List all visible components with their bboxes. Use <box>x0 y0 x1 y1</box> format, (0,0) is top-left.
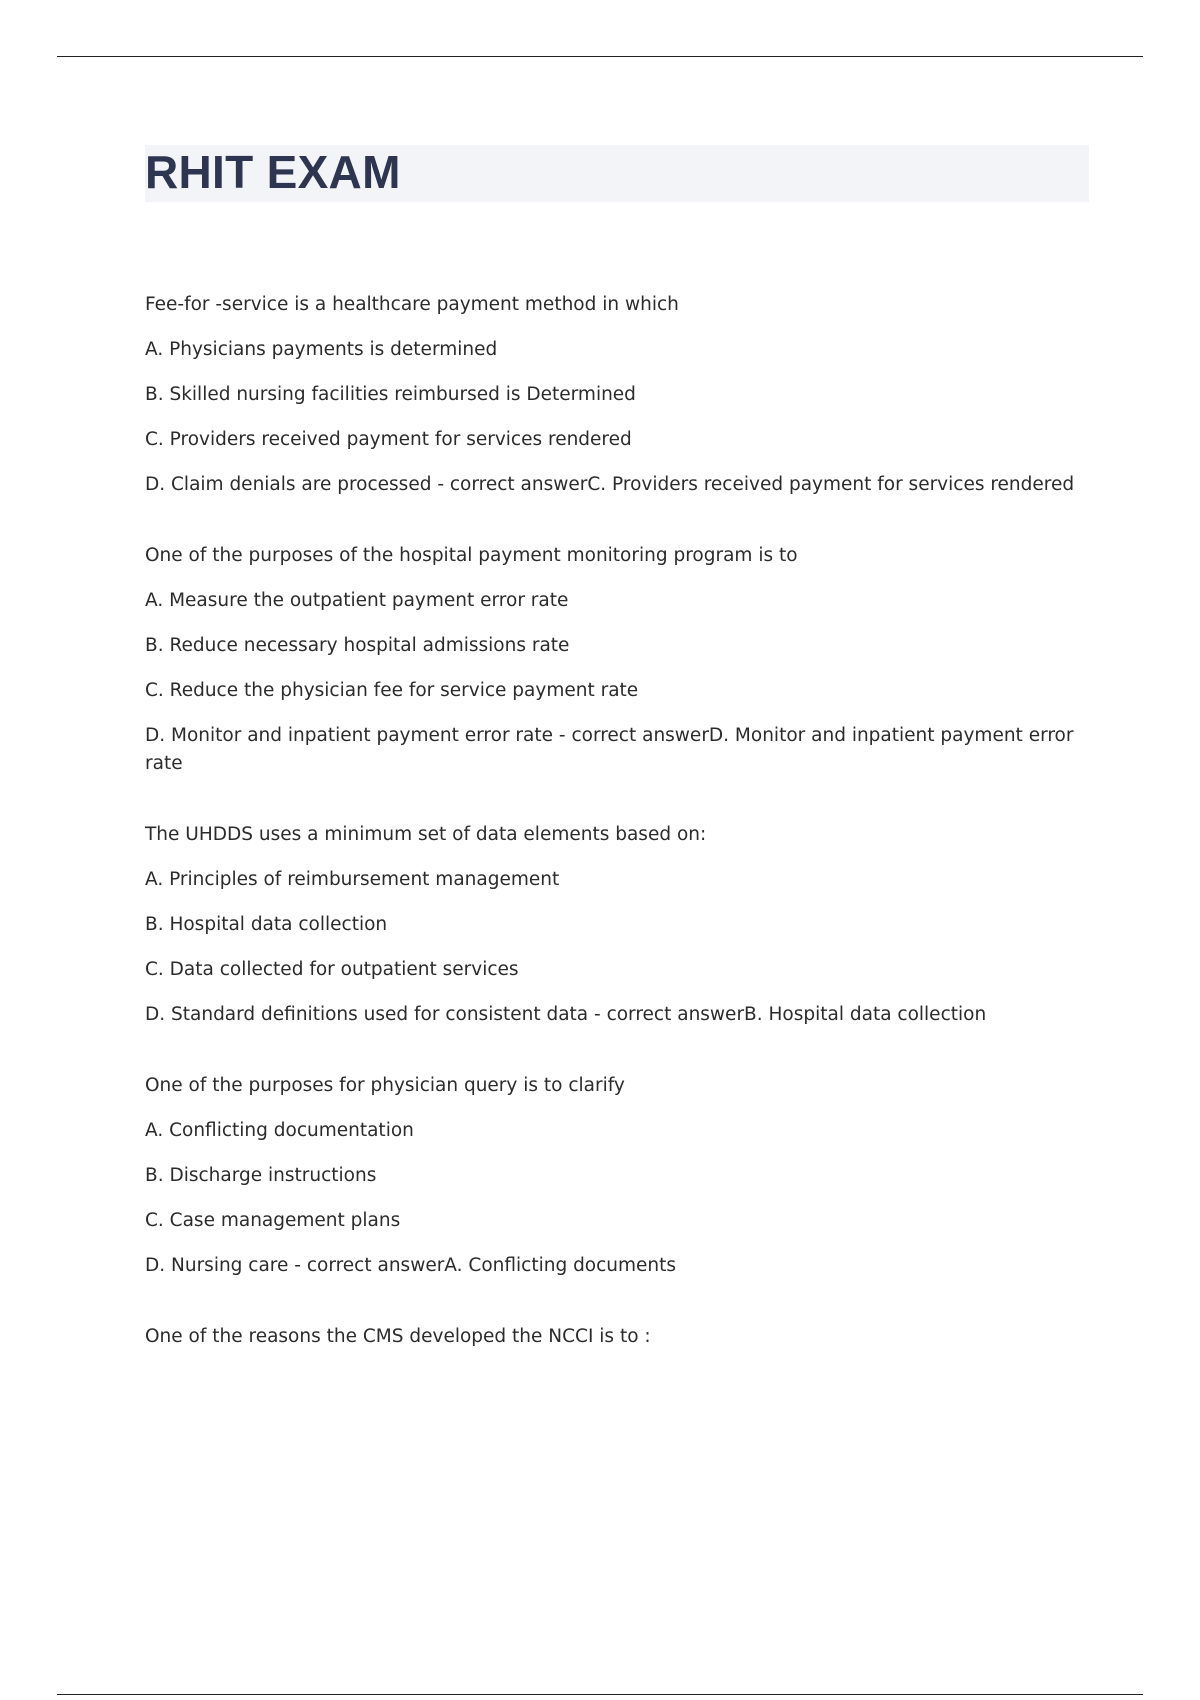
answer-option: D. Claim denials are processed - correct answerC. Providers received payment for services rendered <box>145 474 1075 495</box>
question-block <box>145 542 1075 778</box>
header-rule <box>57 56 1143 57</box>
question-block <box>145 821 1075 1029</box>
question-block <box>145 1323 1075 1351</box>
question-stem: The UHDDS uses a minimum set of data elements based on: <box>145 824 707 845</box>
title-banner <box>145 145 1089 202</box>
question-block <box>145 1072 1075 1280</box>
question-stem: Fee-for -service is a healthcare payment method in which <box>145 294 679 315</box>
exam-content <box>145 291 1075 1394</box>
answer-option: D. Monitor and inpatient payment error rate - correct answerD. Monitor and inpatient payment error rate <box>145 725 1074 774</box>
question-stem: One of the reasons the CMS developed the NCCI is to : <box>145 1326 651 1347</box>
answer-option: D. Nursing care - correct answerA. Conflicting documents <box>145 1255 677 1276</box>
answer-option: C. Case management plans <box>145 1210 401 1231</box>
answer-option: B. Discharge instructions <box>145 1165 377 1186</box>
question-stem: One of the purposes of the hospital payment monitoring program is to <box>145 545 798 566</box>
answer-option: C. Providers received payment for services rendered <box>145 429 632 450</box>
page-title: RHIT EXAM <box>145 146 401 198</box>
question-stem: One of the purposes for physician query is to clarify <box>145 1075 625 1096</box>
answer-option: C. Reduce the physician fee for service payment rate <box>145 680 639 701</box>
answer-option: A. Conflicting documentation <box>145 1120 414 1141</box>
answer-option: B. Skilled nursing facilities reimbursed is Determined <box>145 384 636 405</box>
question-block <box>145 291 1075 499</box>
footer-rule <box>57 1694 1143 1695</box>
answer-option: A. Physicians payments is determined <box>145 339 498 360</box>
answer-option: B. Reduce necessary hospital admissions rate <box>145 635 570 656</box>
answer-option: B. Hospital data collection <box>145 914 388 935</box>
answer-option: C. Data collected for outpatient services <box>145 959 519 980</box>
answer-option: A. Principles of reimbursement management <box>145 869 560 890</box>
answer-option: A. Measure the outpatient payment error rate <box>145 590 569 611</box>
answer-option: D. Standard definitions used for consistent data - correct answerB. Hospital data collection <box>145 1004 987 1025</box>
